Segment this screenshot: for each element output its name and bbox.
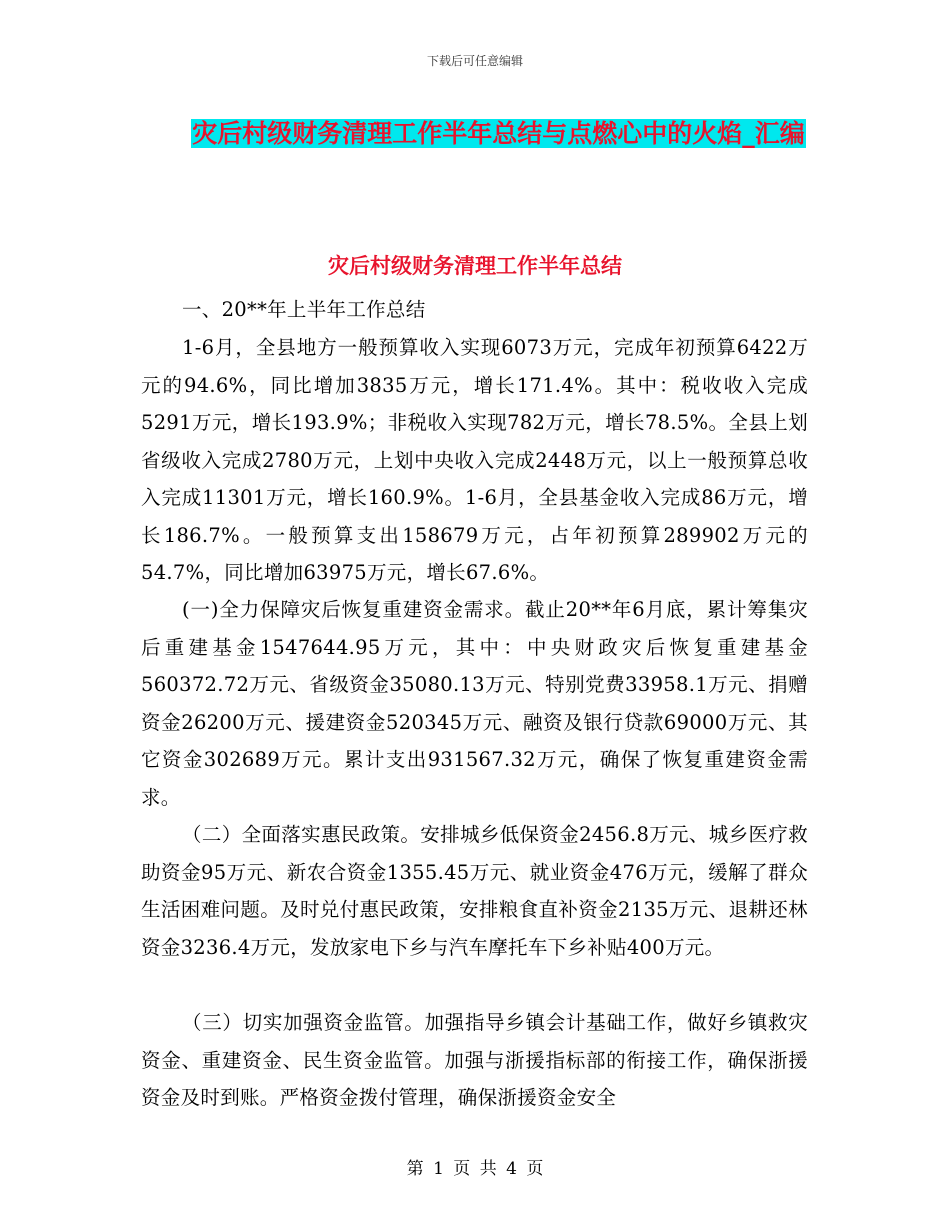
header-note: 下载后可任意编辑 [426, 54, 523, 68]
paragraph-text: （三）切实加强资金监管。加强指导乡镇会计基础工作，做好乡镇救灾资金、重建资金、民生资金监管。加强与浙援指标部的衔接工作，确保浙援资金及时到账。严格资金拨付管理，确保浙援资金安全 [141, 1011, 808, 1109]
paragraph-revenue-summary [141, 329, 808, 592]
paragraph-text: 1-6月，全县地方一般预算收入实现6073万元，完成年初预算6422万元的94.6%，同比增加3835万元，增长171.4%。其中：税收收入完成5291万元，增长193.9%；非税收入实现782万元，增长78.5%。全县上划省级收入完成2780万元，上划中央收入完成2448万元，以上一般预算总收入完成11301万元，增长160.9%。1-6月，全县基金收入完成86万元，增长186.7%。一般预算支出158679万元，占年初预算289902万元的54.7%，同比增加63975万元，增长67.6%。 [141, 336, 808, 584]
paragraph-text: (一)全力保障灾后恢复重建资金需求。截止20**年6月底，累计筹集灾后重建基金1547644.95万元，其中：中央财政灾后恢复重建基金560372.72万元、省级资金35080.13万元、特别党费33958.1万元、捐赠资金26200万元、援建资金520345万元、融资及银行贷款69000万元、其它资金302689万元。累计支出931567.32万元，确保了恢复重建资金需求。 [141, 598, 808, 809]
paragraph-text: （二）全面落实惠民政策。安排城乡低保资金2456.8万元、城乡医疗救助资金95万元、新农合资金1355.45万元、就业资金476万元，缓解了群众生活困难问题。及时兑付惠民政策，安排粮食直补资金2135万元、退耕还林资金3236.4万元，发放家电下乡与汽车摩托车下乡补贴400万元。 [141, 823, 808, 959]
page-footer: 第 1 页 共 4 页 [406, 1159, 544, 1179]
paragraph-welfare-policies [141, 816, 808, 966]
paragraph-fund-supervision [141, 1004, 808, 1117]
document-title [186, 112, 811, 156]
subsection-heading-text: 一、20**年上半年工作总结 [182, 298, 426, 321]
subsection-heading [141, 291, 808, 329]
section-heading: 灾后村级财务清理工作半年总结 [328, 254, 622, 278]
document-title-text: 灾后村级财务清理工作半年总结与点燃心中的火焰_汇编 [192, 119, 805, 148]
paragraph-reconstruction-funds [141, 591, 808, 816]
